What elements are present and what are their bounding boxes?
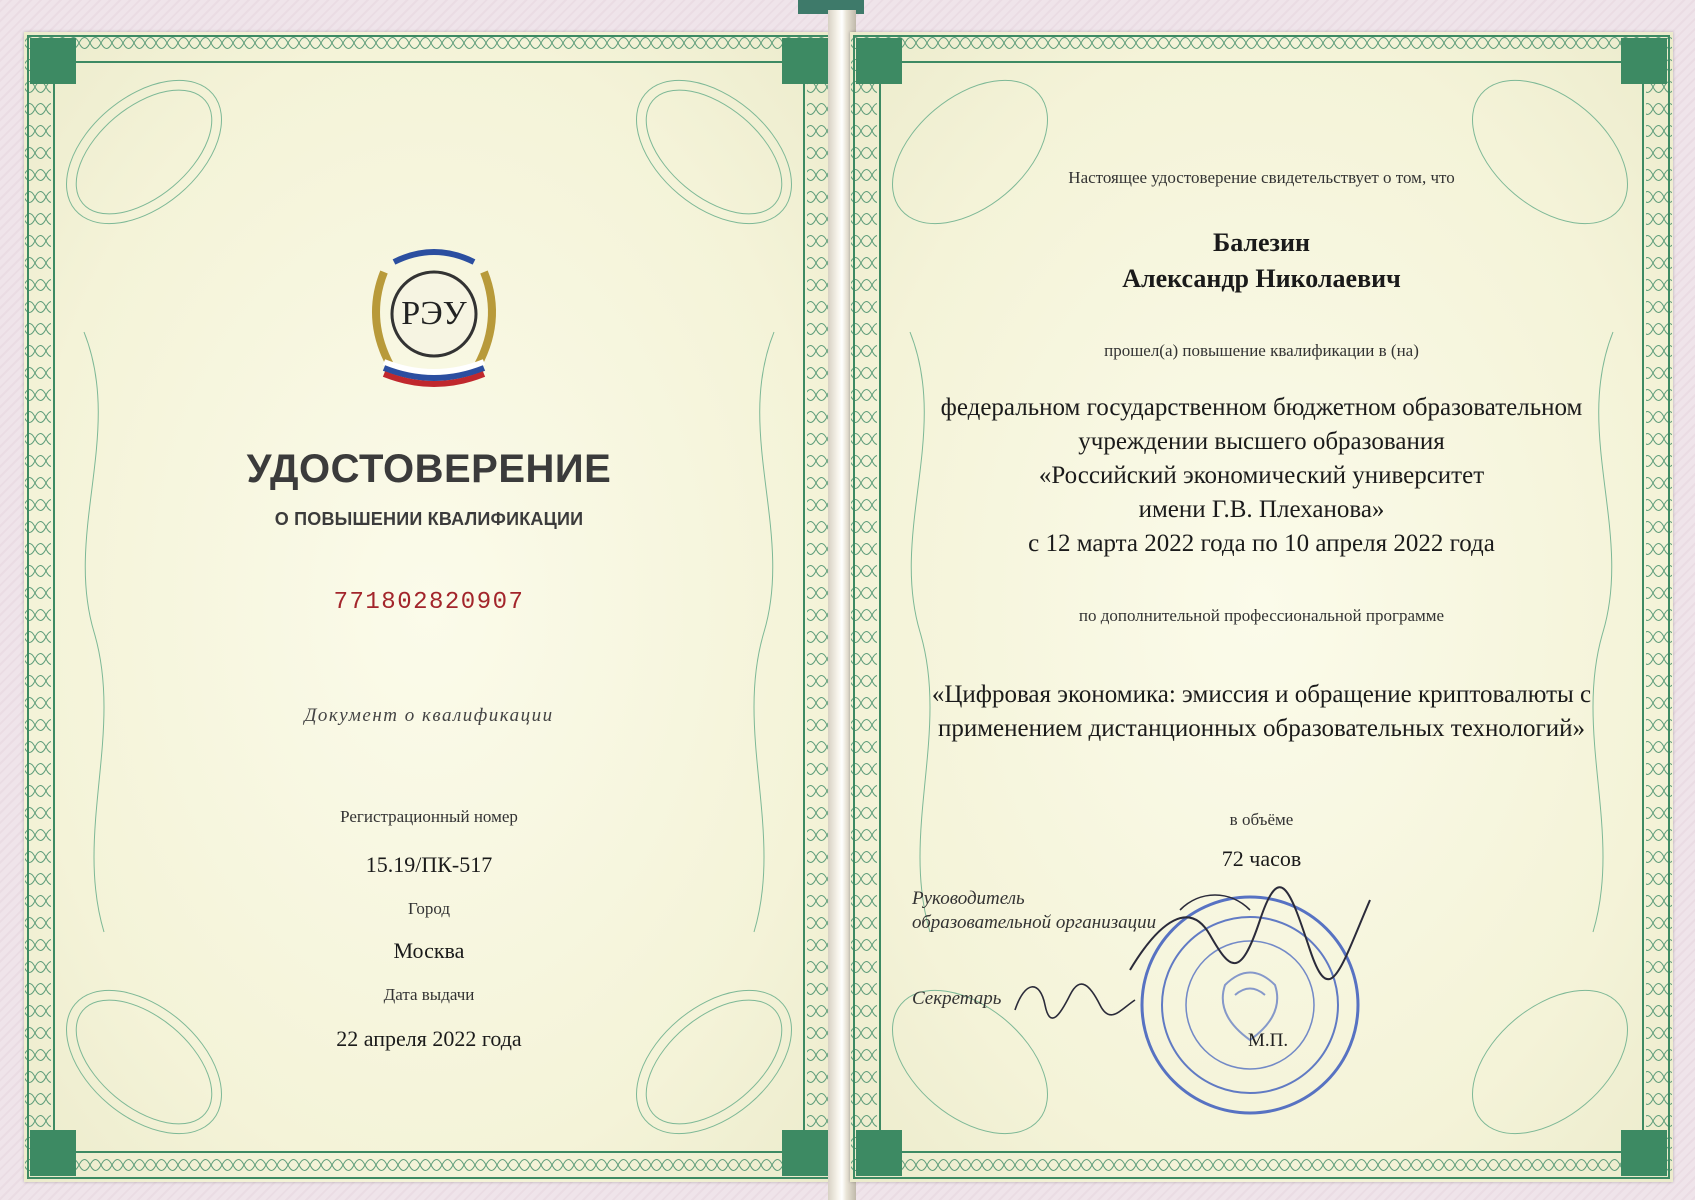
program-line-1: «Цифровая экономика: эмиссия и обращение криптовалюты с: [931, 681, 1592, 708]
university-emblem: [354, 232, 514, 392]
city-value: Москва: [393, 938, 465, 963]
completed-text: прошел(а) повышение квалификации в (на): [1104, 341, 1419, 360]
head-signature: [1120, 880, 1380, 990]
left-page: [24, 32, 834, 1182]
course-dates: с 12 марта 2022 года по 10 апреля 2022 года: [1028, 530, 1495, 557]
issue-date: 22 апреля 2022 года: [336, 1026, 522, 1051]
secretary-label: Секретарь: [912, 988, 1002, 1009]
head-label-line-1: Руководитель: [912, 888, 1025, 909]
institution-line-2: учреждении высшего образования: [1078, 428, 1445, 455]
registration-label: Регистрационный номер: [340, 807, 518, 826]
issue-date-label: Дата выдачи: [383, 985, 475, 1004]
institution-line-4: имени Г.В. Плеханова»: [1138, 496, 1385, 523]
registration-number: 15.19/ПК-517: [365, 852, 493, 877]
svg-text:РЭУ: РЭУ: [401, 295, 467, 332]
institution-line-1: федеральном государственном бюджетном образовательном: [940, 394, 1583, 421]
city-label: Город: [408, 899, 450, 918]
volume-label: в объёме: [1229, 810, 1294, 829]
institution-line-3: «Российский экономический университет: [1038, 462, 1485, 489]
head-label-line-2: образовательной организации: [912, 912, 1157, 933]
recipient-given-names: Александр Николаевич: [1122, 264, 1401, 293]
program-line-2: применением дистанционных образовательных технологий»: [937, 715, 1586, 742]
recipient-surname: Балезин: [1213, 228, 1310, 257]
program-label: по дополнительной профессиональной программе: [1078, 606, 1445, 625]
certificate-title: УДОСТОВЕРЕНИЕ: [246, 447, 612, 491]
seal-label: М.П.: [1248, 1030, 1289, 1051]
intro-text: Настоящее удостоверение свидетельствует о том, что: [1068, 168, 1455, 187]
certificate-subtitle: О ПОВЫШЕНИИ КВАЛИФИКАЦИИ: [274, 509, 584, 529]
volume-value: 72 часов: [1221, 846, 1302, 871]
secretary-signature: [1010, 975, 1140, 1025]
serial-number: 771802820907: [333, 589, 525, 616]
document-type: Документ о квалификации: [304, 705, 554, 726]
